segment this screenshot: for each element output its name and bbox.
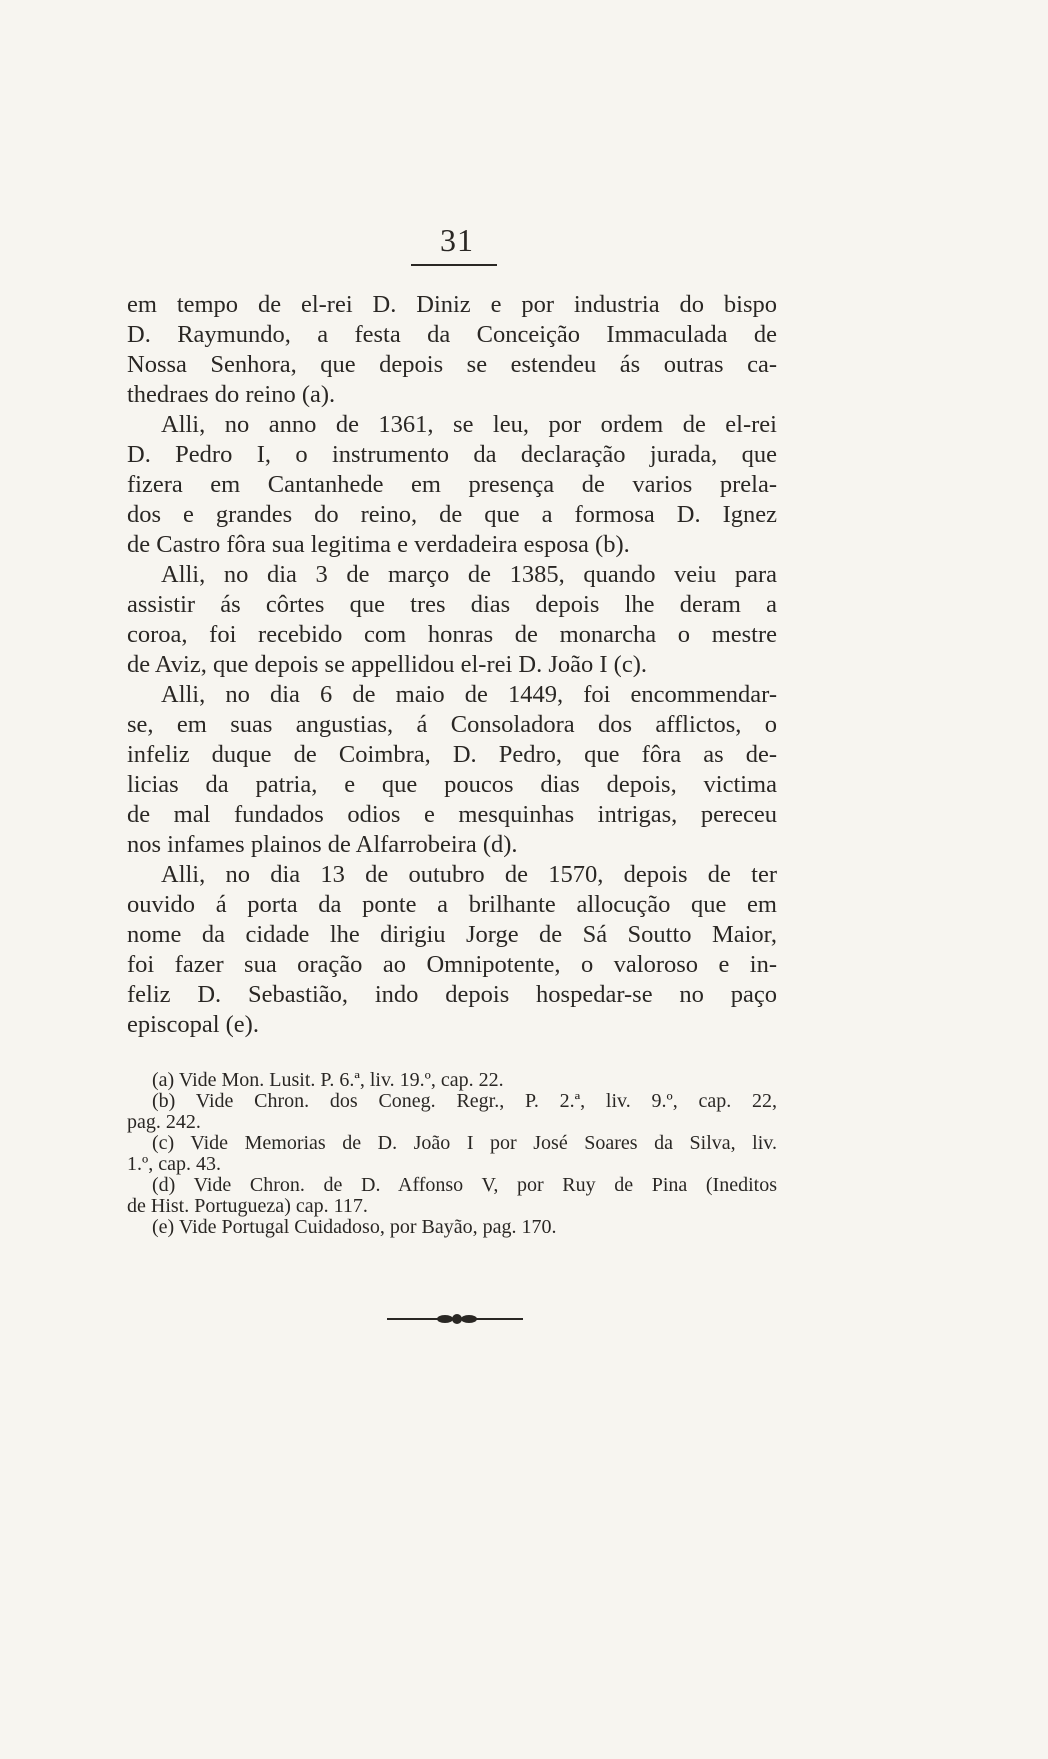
text-line: fizera em Cantanhede em presença de varios prela-: [127, 471, 777, 498]
footnote-line: (c) Vide Memorias de D. João I por José Soares da Silva, liv.: [152, 1132, 777, 1154]
footnote-line: (b) Vide Chron. dos Coneg. Regr., P. 2.ª, liv. 9.º, cap. 22,: [152, 1090, 777, 1112]
text-line: de Aviz, que depois se appellidou el-rei D. João I (c).: [127, 651, 648, 678]
footnote-line: (a) Vide Mon. Lusit. P. 6.ª, liv. 19.º, cap. 22.: [152, 1069, 504, 1091]
text-line: Alli, no anno de 1361, se leu, por ordem de el-rei: [161, 411, 777, 438]
text-line: Alli, no dia 6 de maio de 1449, foi encommendar-: [161, 681, 777, 708]
text-line: de Castro fôra sua legitima e verdadeira esposa (b).: [127, 531, 630, 558]
text-line: dos e grandes do reino, de que a formosa D. Ignez: [127, 501, 777, 528]
footnote-line: pag. 242.: [127, 1111, 201, 1133]
text-line: foi fazer sua oração ao Omnipotente, o valoroso e in-: [127, 951, 777, 978]
text-line: nome da cidade lhe dirigiu Jorge de Sá Soutto Maior,: [127, 921, 777, 948]
footnote-line: de Hist. Portugueza) cap. 117.: [127, 1195, 368, 1217]
text-line: Alli, no dia 13 de outubro de 1570, depois de ter: [161, 861, 777, 888]
text-line: thedraes do reino (a).: [127, 381, 336, 408]
text-line: Alli, no dia 3 de março de 1385, quando veiu para: [161, 561, 777, 588]
text-line: assistir ás côrtes que tres dias depois lhe deram a: [127, 591, 777, 618]
footnotes: [127, 1070, 777, 1238]
text-line: Nossa Senhora, que depois se estendeu ás outras ca-: [127, 351, 777, 378]
page-number: 31: [440, 222, 474, 258]
body-text: [127, 290, 777, 1040]
text-line: em tempo de el-rei D. Diniz e por industria do bispo: [127, 291, 777, 318]
text-line: se, em suas angustias, á Consoladora dos afflictos, o: [127, 711, 777, 738]
text-line: D. Raymundo, a festa da Conceição Immaculada de: [127, 321, 777, 348]
text-line: episcopal (e).: [127, 1011, 259, 1038]
end-ornament-icon: [387, 1313, 523, 1325]
text-line: infeliz duque de Coimbra, D. Pedro, que fôra as de-: [127, 741, 777, 768]
text-line: coroa, foi recebido com honras de monarcha o mestre: [127, 621, 777, 648]
footnote-line: (e) Vide Portugal Cuidadoso, por Bayão, pag. 170.: [152, 1216, 557, 1238]
footnote-line: (d) Vide Chron. de D. Affonso V, por Ruy de Pina (Ineditos: [152, 1174, 777, 1196]
text-line: de mal fundados odios e mesquinhas intrigas, pereceu: [127, 801, 777, 828]
footnote-line: 1.º, cap. 43.: [127, 1153, 221, 1175]
text-line: ouvido á porta da ponte a brilhante allocução que em: [127, 891, 777, 918]
page-number-rule: [411, 264, 497, 266]
text-line: licias da patria, e que poucos dias depois, victima: [127, 771, 777, 798]
text-line: D. Pedro I, o instrumento da declaração jurada, que: [127, 441, 777, 468]
text-line: nos infames plainos de Alfarrobeira (d).: [127, 831, 518, 858]
text-line: feliz D. Sebastião, indo depois hospedar-se no paço: [127, 981, 777, 1008]
